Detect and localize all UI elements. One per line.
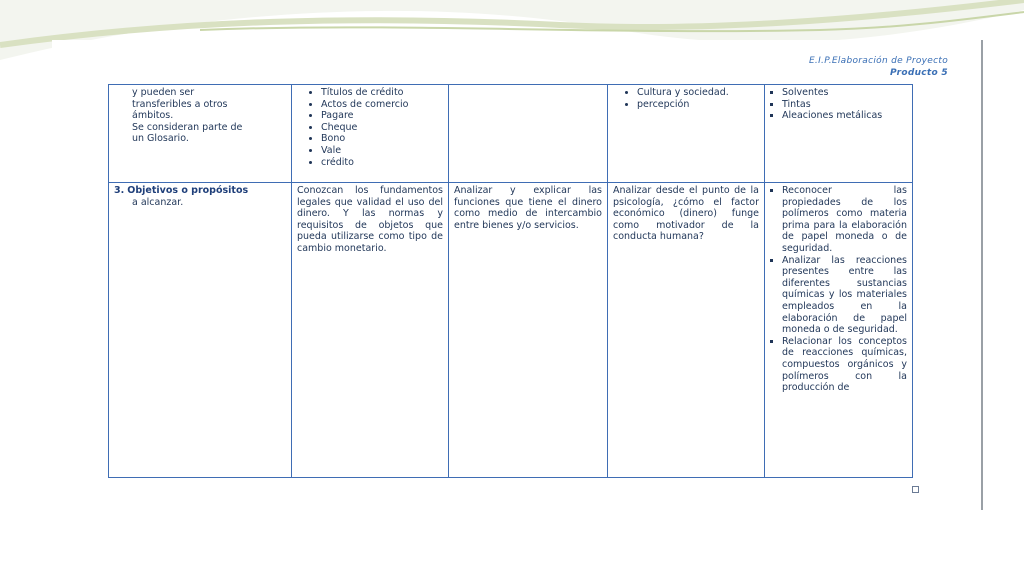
list-item: ▪ Reconocer las propiedades de los polímeros como materia prima para la elaboración de papel moneda o de seguridad. [782,185,907,255]
list-item: • Cultura y sociedad. [637,87,759,99]
cell-line: transferibles a otros [132,98,228,110]
list-item: • Pagare [321,110,443,122]
section-number: 3. [114,185,125,196]
table-cell [292,85,449,183]
list-item: • Cheque [321,122,443,134]
list-item: ▪ Relacionar los conceptos de reacciones químicas, compuestos orgánicos y polímeros con la producción de [782,336,907,394]
list-item: ▪ Solventes [782,87,907,99]
list-item: ▪ Tintas [782,99,907,111]
table-row [109,85,913,183]
list-item: • Bono [321,133,443,145]
list-item: • Títulos de crédito [321,87,443,99]
table-cell [109,85,292,183]
paragraph-mark-icon [912,486,919,493]
cell-line: ámbitos. [132,110,174,122]
objectives-table [108,84,913,478]
document-header-product: Producto 5 [889,68,948,78]
list-item: ▪ Analizar las reacciones presentes entre las diferentes sustancias químicas y los materiales empleados en la elaboración de papel moneda o de seguridad. [782,255,907,336]
list-item: ▪ Aleaciones metálicas [782,110,907,122]
list-item: • Actos de comercio [321,99,443,111]
table-cell: Analizar desde el punto de la psicología, ¿cómo el factor económico (dinero) funge como motivador de la conducta humana? [608,183,765,478]
list-item: • percepción [637,99,759,111]
table-cell: Analizar y explicar las funciones que tiene el dinero como medio de intercambio entre bienes y/o servicios. [449,183,608,478]
cell-line: un Glosario. [132,133,189,145]
table-cell [449,85,608,183]
table-cell [608,85,765,183]
list-item: • crédito [321,157,443,169]
section-title: Objetivos o propósitos [127,185,249,196]
document-header-title: E.I.P.Elaboración de Proyecto [808,56,948,66]
list-item: • Vale [321,145,443,157]
cell-line: Se consideran parte de [132,121,243,133]
table-cell [765,183,913,478]
table-row [109,183,913,478]
cell-line: y pueden ser [132,87,195,98]
table-cell [765,85,913,183]
page-edge [981,40,983,510]
table-cell: Conozcan los fundamentos legales que validad el uso del dinero. Y las normas y requisitos de objetos que pueda utilizarse como tipo de cambio monetario. [292,183,449,478]
table-cell [109,183,292,478]
section-subtitle: a alcanzar. [132,196,184,208]
